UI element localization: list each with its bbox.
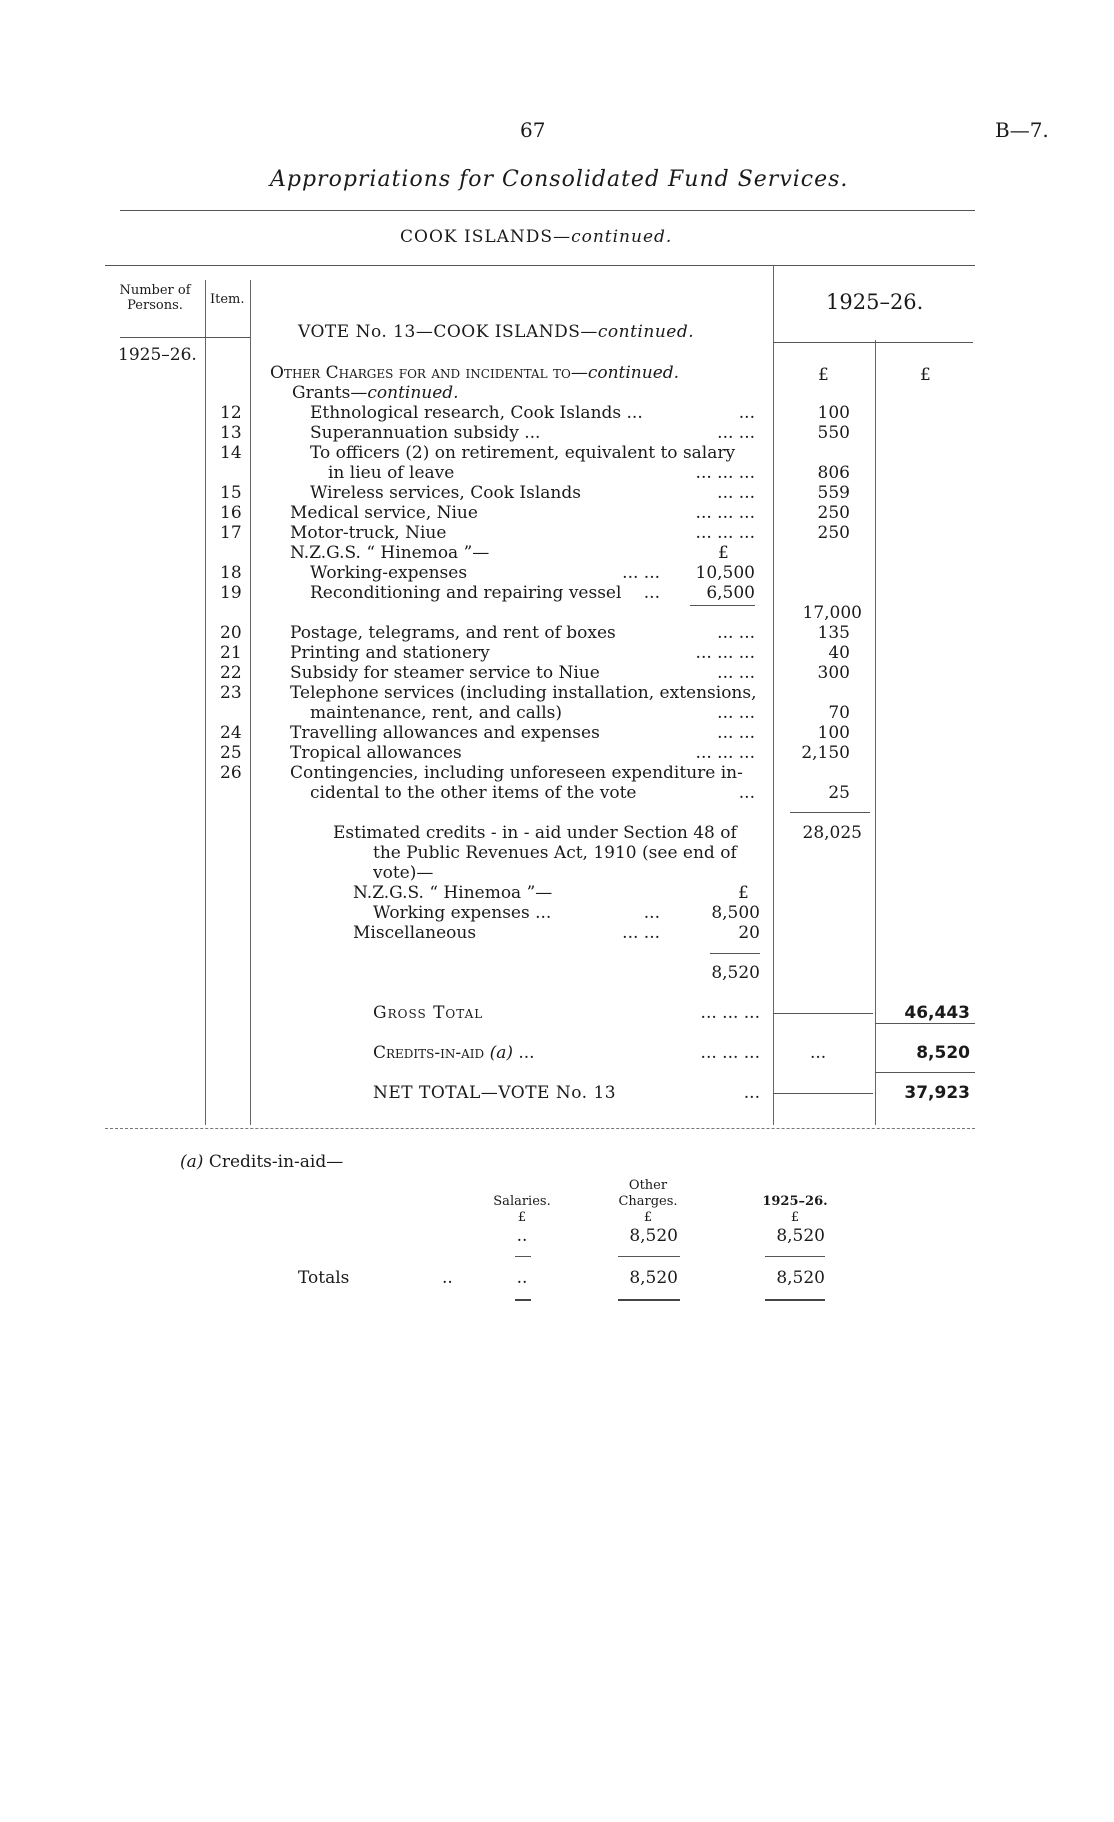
leader-dots: ... ... xyxy=(717,723,755,743)
leader-dots: ... xyxy=(743,1083,760,1103)
item-number: 17 xyxy=(220,523,242,543)
credits-in-aid-label: Credits-in-aid (a) ... xyxy=(373,1043,535,1063)
footnote-other-value: 8,520 xyxy=(629,1226,678,1246)
item-description: Superannuation subsidy ... xyxy=(310,423,541,443)
gross-total-label: Gross Total xyxy=(373,1003,484,1023)
leader-dots: ... ... ... xyxy=(700,1003,760,1023)
amount-column-divider xyxy=(773,265,774,1125)
item-column-header: Item. xyxy=(210,292,245,307)
item-number: 23 xyxy=(220,683,242,703)
item-description: Working-expenses xyxy=(310,563,468,583)
item-description: Ethnological research, Cook Islands ... xyxy=(310,403,643,423)
item-amount: 40 xyxy=(828,643,850,663)
sub-amount: 6,500 xyxy=(706,583,755,603)
item-header-rule xyxy=(205,337,250,338)
item-number: 20 xyxy=(220,623,242,643)
item-amount: 559 xyxy=(817,483,850,503)
footnote-heading: (a) Credits-in-aid— xyxy=(180,1152,344,1172)
net-total-value: 37,923 xyxy=(904,1083,970,1103)
credits-estimate-line: Estimated credits - in - aid under Section 48 of xyxy=(333,823,737,843)
item-number: 21 xyxy=(220,643,242,663)
item-description-continued: in lieu of leave xyxy=(328,463,455,483)
item-number: 12 xyxy=(220,403,242,423)
item-amount: 135 xyxy=(817,623,850,643)
item-amount: 70 xyxy=(828,703,850,723)
footnote-col-salaries: Salaries. xyxy=(493,1194,551,1209)
page-number: 67 xyxy=(520,118,546,142)
leader-dots: ... ... xyxy=(622,563,660,583)
item-description: Reconditioning and repairing vessel xyxy=(310,583,622,603)
persons-header-rule xyxy=(120,337,205,338)
leader-dots: ... ... xyxy=(717,423,755,443)
gross-total-underline xyxy=(875,1023,975,1024)
leader-dots: ... ... xyxy=(717,623,755,643)
vote-subtotal: 28,025 xyxy=(802,823,862,843)
item-description: Subsidy for steamer service to Niue xyxy=(290,663,600,683)
pound-sign: £ xyxy=(517,1210,527,1225)
other-charges-heading: Other Charges for and incidental to—continued. xyxy=(270,363,680,383)
net-total-label: NET TOTAL—VOTE No. 13 xyxy=(373,1083,617,1103)
leader-dots: ... ... ... xyxy=(695,503,755,523)
subtotal-rule xyxy=(690,605,755,606)
leader-dots: ... ... ... xyxy=(700,1043,760,1063)
item-amount: 2,150 xyxy=(801,743,850,763)
item-amount: 100 xyxy=(817,403,850,423)
table-bottom-rule xyxy=(105,1128,975,1129)
leader-dots: ... ... ... xyxy=(695,643,755,663)
item-number: 18 xyxy=(220,563,242,583)
leader-dots: ... xyxy=(738,403,755,423)
item-number: 24 xyxy=(220,723,242,743)
item-amount: 550 xyxy=(817,423,850,443)
leader-dots: ... ... ... xyxy=(695,743,755,763)
item-amount: 300 xyxy=(817,663,850,683)
item-description-continued: cidental to the other items of the vote xyxy=(310,783,637,803)
item-number: 22 xyxy=(220,663,242,683)
item-description: Tropical allowances xyxy=(290,743,462,763)
item-number: 26 xyxy=(220,763,242,783)
pound-sign: £ xyxy=(718,543,729,563)
footnote-totals-label: Totals xyxy=(298,1268,350,1288)
gross-total-value: 46,443 xyxy=(904,1003,970,1023)
footnote-totals-year: 8,520 xyxy=(776,1268,825,1288)
grants-heading: Grants—continued. xyxy=(292,383,459,403)
persons-column-divider xyxy=(205,280,206,1125)
credits-miscellaneous: Miscellaneous xyxy=(353,923,477,943)
item-description: Printing and stationery xyxy=(290,643,490,663)
footnote-col-other-2: Charges. xyxy=(618,1194,678,1209)
item-number: 16 xyxy=(220,503,242,523)
item-description: Telephone services (including installation, extensions, xyxy=(290,683,757,703)
item-description: Motor-truck, Niue xyxy=(290,523,447,543)
leader-dots: ... xyxy=(643,903,660,923)
item-number: 15 xyxy=(220,483,242,503)
item-description-continued: maintenance, rent, and calls) xyxy=(310,703,562,723)
net-total-rule xyxy=(773,1093,873,1094)
pound-sign: £ xyxy=(790,1210,800,1225)
credits-misc-amount: 20 xyxy=(738,923,760,943)
item-number: 13 xyxy=(220,423,242,443)
footnote-rule xyxy=(618,1256,680,1257)
item-description: Postage, telegrams, and rent of boxes xyxy=(290,623,616,643)
footnote-double-rule xyxy=(765,1299,825,1301)
footnote-year-value: 8,520 xyxy=(776,1226,825,1246)
number-of-persons-header: Number of Persons. xyxy=(119,283,191,313)
leader-dots: ... xyxy=(738,783,755,803)
year-header-rule xyxy=(773,342,973,343)
item-amount: 250 xyxy=(817,503,850,523)
item-amount: 25 xyxy=(828,783,850,803)
item-description: To officers (2) on retirement, equivalent to salary xyxy=(310,443,736,463)
item-number: 14 xyxy=(220,443,242,463)
credits-estimate-line: vote)— xyxy=(373,863,434,883)
vote-heading: VOTE No. 13—COOK ISLANDS—continued. xyxy=(298,322,695,342)
credits-total: 8,520 xyxy=(711,963,760,983)
hinemoa-label: N.Z.G.S. “ Hinemoa ”— xyxy=(290,543,490,563)
item-description: Contingencies, including unforeseen expenditure in- xyxy=(290,763,743,783)
estimate-year-header: 1925–26. xyxy=(826,290,924,314)
table-top-rule xyxy=(105,265,975,266)
leader-dots: ... ... ... xyxy=(695,523,755,543)
footnote-totals-other: 8,520 xyxy=(629,1268,678,1288)
item-amount: 806 xyxy=(817,463,850,483)
item-number: 25 xyxy=(220,743,242,763)
leader-dots: ... ... xyxy=(717,703,755,723)
item-column-divider xyxy=(250,280,251,1125)
footnote-rule xyxy=(515,1256,531,1257)
hinemoa-subtotal: 17,000 xyxy=(802,603,862,623)
subtotal-rule xyxy=(790,812,870,813)
footnote-col-year: 1925–26. xyxy=(762,1194,828,1209)
item-description: Medical service, Niue xyxy=(290,503,478,523)
footnote-rule xyxy=(765,1256,825,1257)
footnote-double-rule xyxy=(618,1299,680,1301)
item-amount: 250 xyxy=(817,523,850,543)
footnote-col-other-1: Other xyxy=(628,1178,668,1193)
item-description: Travelling allowances and expenses xyxy=(290,723,600,743)
gross-total-rule xyxy=(773,1013,873,1014)
credits-in-aid-value: 8,520 xyxy=(916,1043,970,1063)
item-description: Wireless services, Cook Islands xyxy=(310,483,581,503)
item-number: 19 xyxy=(220,583,242,603)
leader-dots: ... ... xyxy=(622,923,660,943)
total-column-divider xyxy=(875,340,876,1125)
sub-amount: 10,500 xyxy=(695,563,755,583)
item-amount: 100 xyxy=(817,723,850,743)
credits-working-expenses: Working expenses ... xyxy=(373,903,552,923)
credits-underline xyxy=(875,1072,975,1073)
document-reference: B—7. xyxy=(995,118,1049,142)
page-subtitle: COOK ISLANDS—continued. xyxy=(400,227,673,247)
leader-dots: ... ... xyxy=(717,483,755,503)
leader-dots: .. xyxy=(442,1268,453,1288)
pound-sign: £ xyxy=(738,883,749,903)
leader-dots: ... ... ... xyxy=(695,463,755,483)
credits-total-rule xyxy=(710,953,760,954)
pound-sign: £ xyxy=(643,1210,653,1225)
footnote-double-rule xyxy=(515,1299,531,1301)
credits-hinemoa-label: N.Z.G.S. “ Hinemoa ”— xyxy=(353,883,553,903)
pound-column-1: £ xyxy=(818,365,829,385)
title-rule xyxy=(120,210,975,211)
footnote-totals-salaries: .. xyxy=(516,1268,528,1288)
credits-working-amount: 8,500 xyxy=(711,903,760,923)
page-title: Appropriations for Consolidated Fund Services. xyxy=(270,167,849,192)
leader-dots: ... xyxy=(643,583,660,603)
credits-mid-dots: ... xyxy=(810,1043,827,1063)
credits-estimate-line: the Public Revenues Act, 1910 (see end of xyxy=(373,843,737,863)
leader-dots: ... ... xyxy=(717,663,755,683)
footnote-salaries-value: .. xyxy=(516,1226,528,1246)
pound-column-2: £ xyxy=(920,365,931,385)
persons-year-label: 1925–26. xyxy=(118,345,197,365)
